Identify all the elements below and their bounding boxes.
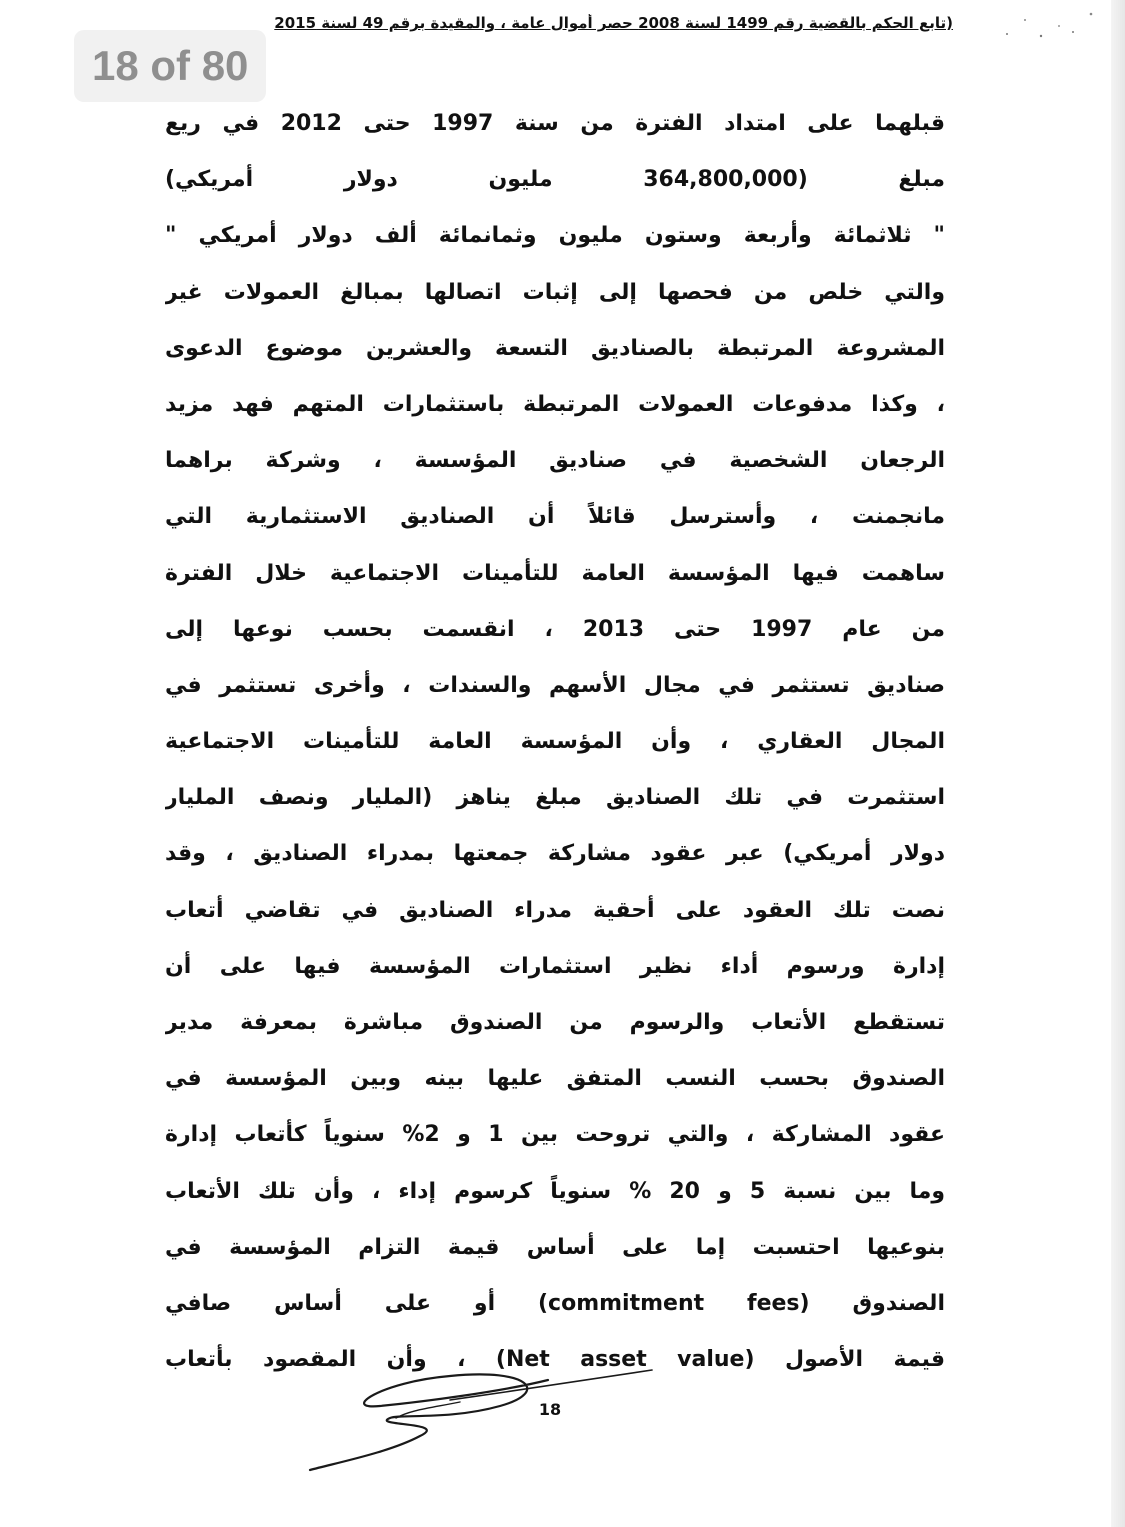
body-line: ، وكذا مدفوعات العمولات المرتبطة باستثمارات المتهم فهد مزيد — [165, 391, 945, 417]
document-header: (تابع الحكم بالقضية رقم 1499 لسنة 2008 حصر أموال عامة ، والمقيدة برقم 49 لسنة 2015 — [274, 14, 953, 32]
scan-edge-shadow — [1111, 0, 1125, 1527]
body-line: تستقطع الأتعاب والرسوم من الصندوق مباشرة بمعرفة مدير — [165, 1010, 945, 1035]
document-body — [165, 96, 945, 1388]
handwritten-signature — [300, 1362, 660, 1472]
body-line: عقود المشاركة ، والتي تروحت بين 1 و 2% سنوياً كأتعاب إدارة — [165, 1122, 945, 1148]
body-line: والتي خلص من فحصها إلى إثبات اتصالها بمبالغ العمولات غير — [165, 279, 945, 305]
scan-specks — [995, 6, 1105, 46]
body-line: " ثلاثمائة وأربعة وستون مليون وثمانمائة ألف دولار أمريكي " — [165, 223, 945, 249]
body-line: من عام 1997 حتى 2013 ، انقسمت بحسب نوعها إلى — [165, 616, 945, 642]
body-line: قيمة الأصول (Net asset value) ، وأن المقصود بأتعاب — [165, 1347, 945, 1373]
body-line: المجال العقاري ، وأن المؤسسة العامة للتأمينات الاجتماعية — [165, 729, 945, 755]
body-line: استثمرت في تلك الصناديق مبلغ يناهز (المليار ونصف المليار — [165, 785, 945, 811]
body-line: مبلغ (364,800,000 مليون دولار أمريكي) — [165, 167, 945, 193]
body-line: نصت تلك العقود على أحقية مدراء الصناديق في تقاضي أتعاب — [165, 897, 945, 923]
body-line: المشروعة المرتبطة بالصناديق التسعة والعشرين موضوع الدعوى — [165, 335, 945, 361]
page-counter-badge: 18 of 80 — [74, 30, 266, 102]
body-line: الصندوق (commitment fees) أو على أساس صافي — [165, 1290, 945, 1316]
body-line: الصندوق بحسب النسب المتفق عليها بينه وبين المؤسسة في — [165, 1066, 945, 1092]
page-number: 18 — [538, 1400, 562, 1419]
body-line: قبلهما على امتداد الفترة من سنة 1997 حتى 2012 في ريع — [165, 111, 945, 136]
body-line: الرجعان الشخصية في صناديق المؤسسة ، وشركة براهما — [165, 448, 945, 474]
body-line: بنوعيها احتسبت إما على أساس قيمة التزام المؤسسة في — [165, 1234, 945, 1260]
body-line: صناديق تستثمر في مجال الأسهم والسندات ، وأخرى تستثمر في — [165, 672, 945, 698]
body-line: ساهمت فيها المؤسسة العامة للتأمينات الاجتماعية خلال الفترة — [165, 560, 945, 586]
body-line: مانجمنت ، وأسترسل قائلاً أن الصناديق الاستثمارية التي — [165, 504, 945, 530]
body-line: وما بين نسبة 5 و 20 % سنوياً كرسوم إداء ، وأن تلك الأتعاب — [165, 1178, 945, 1204]
body-line: دولار أمريكي) عبر عقود مشاركة جمعتها بمدراء الصناديق ، وقد — [165, 841, 945, 867]
body-line: إدارة ورسوم أداء نظير استثمارات المؤسسة فيها على أن — [165, 953, 945, 979]
